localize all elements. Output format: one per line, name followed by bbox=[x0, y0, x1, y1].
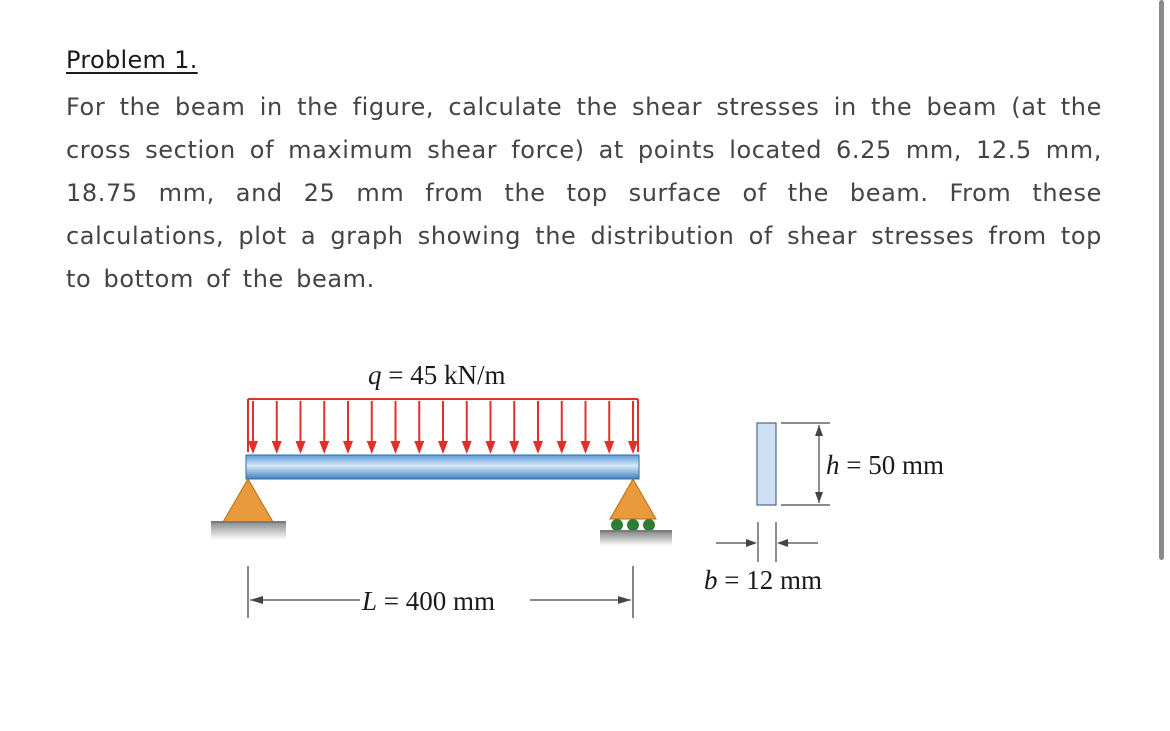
load-arrowhead bbox=[604, 441, 614, 454]
problem-title: Problem 1. bbox=[66, 46, 198, 74]
load-arrowhead bbox=[581, 441, 591, 454]
load-arrowhead bbox=[296, 441, 306, 454]
load-symbol: q bbox=[368, 360, 382, 390]
b-arrowhead-left bbox=[746, 539, 757, 547]
problem-statement: For the beam in the figure, calculate the shear stresses in the beam (at the cross section of maximum shear force) at points located 6.25 mm, 12.5 mm, 18.75 mm, and 25 mm from the top surface of the beam. From these calculations, plot a graph showing the distribution of shear stresses from top to bottom of the beam. bbox=[66, 93, 1102, 293]
ground-left bbox=[211, 522, 286, 540]
height-symbol: h bbox=[826, 450, 840, 480]
load-arrowhead bbox=[557, 441, 567, 454]
roller-support bbox=[600, 479, 672, 546]
roller-wheel bbox=[627, 519, 639, 531]
load-arrowhead bbox=[533, 441, 543, 454]
width-symbol: b bbox=[704, 565, 718, 595]
load-arrowhead bbox=[343, 441, 353, 454]
scrollbar-thumb[interactable] bbox=[1159, 0, 1164, 560]
span-symbol: L bbox=[362, 586, 378, 616]
roller-wheel bbox=[611, 519, 623, 531]
roller-triangle bbox=[610, 479, 656, 519]
load-arrows bbox=[248, 401, 638, 454]
beam bbox=[246, 455, 639, 479]
span-label bbox=[361, 586, 495, 616]
scrollbar[interactable] bbox=[1156, 0, 1170, 731]
load-arrowhead bbox=[628, 441, 638, 454]
distributed-load bbox=[248, 399, 638, 454]
load-arrowhead bbox=[509, 441, 519, 454]
load-arrowhead bbox=[462, 441, 472, 454]
height-value: = 50 mm bbox=[839, 450, 944, 480]
h-arrowhead-top bbox=[815, 425, 823, 436]
width-value: = 12 mm bbox=[717, 565, 822, 595]
load-label bbox=[368, 360, 505, 390]
width-label bbox=[704, 565, 822, 595]
load-arrowhead bbox=[486, 441, 496, 454]
section-rectangle bbox=[757, 423, 776, 505]
b-arrowhead-right bbox=[777, 539, 788, 547]
h-arrowhead-bottom bbox=[815, 492, 823, 503]
span-arrowhead-left bbox=[250, 596, 263, 604]
load-arrowhead bbox=[272, 441, 282, 454]
load-arrowhead bbox=[367, 441, 377, 454]
roller-wheel bbox=[643, 519, 655, 531]
ground-right bbox=[600, 532, 672, 546]
load-arrowhead bbox=[248, 441, 258, 454]
load-arrowhead bbox=[319, 441, 329, 454]
pin-triangle bbox=[223, 479, 273, 522]
load-value: = 45 kN/m bbox=[381, 360, 506, 390]
pin-support bbox=[211, 479, 286, 540]
load-arrowhead bbox=[391, 441, 401, 454]
span-arrowhead-right bbox=[618, 596, 631, 604]
height-label bbox=[826, 450, 944, 480]
load-arrowhead bbox=[438, 441, 448, 454]
span-value: = 400 mm bbox=[377, 586, 496, 616]
cross-section bbox=[716, 423, 830, 562]
load-arrowhead bbox=[414, 441, 424, 454]
